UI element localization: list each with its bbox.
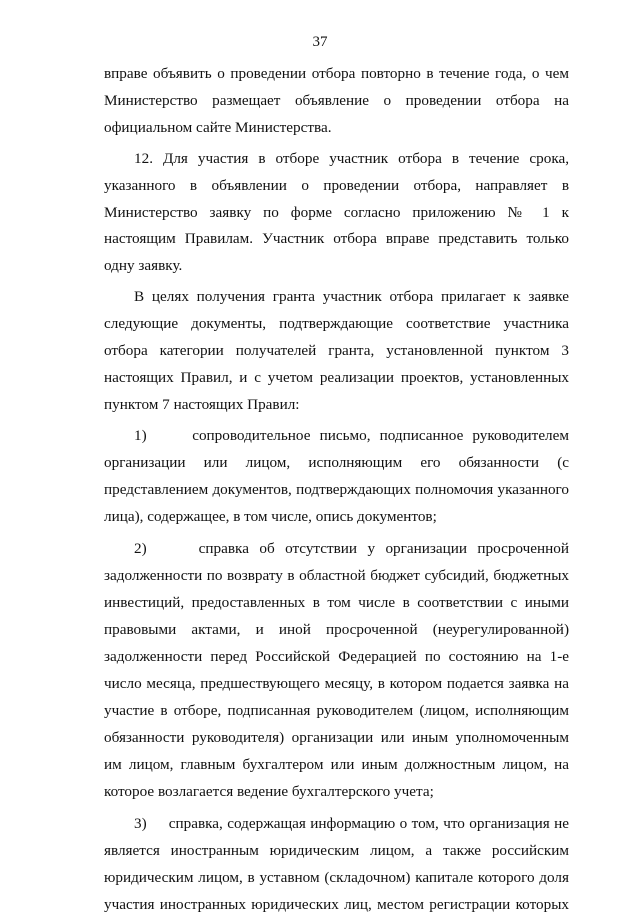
paragraph-item-12: 12. Для участия в отборе участник отбора в течение срока, указанного в объявлении о проведении отбора, направляет в Министерство заявку по форме согласно приложению № 1 к настоящим Правилам. Участник отбора вправе представить только одну заявку. (104, 149, 569, 275)
document-body (104, 61, 569, 919)
list-item-2: 2) справка об отсутствии у организации просроченной задолженности по возврату в областной бюджет субсидий, бюджетных инвестиций, предоставленных в том числе в соответствии с иными правовыми актами, и иной просроченной (неурегулированной) задолженности перед Российской Федерацией по состоянию на 1-е число месяца, предшествующего месяцу, в котором подается заявка на участие в отборе, подписанная руководителем (лицом, исполняющим обязанности руководителя) организации или иным уполномоченным им лицом, главным бухгалтером или иным должностным лицом, на которое возлагается ведение бухгалтерского учета; (104, 540, 569, 800)
list-item-3: 3) справка, содержащая информацию о том, что организация не является иностранным юридическим лицом, а также российским юридическим лицом, в уставном (складочном) капитале которого доля участия иностранных юридических лиц, местом регистрации которых (104, 815, 569, 914)
paragraph-required-documents: В целях получения гранта участник отбора прилагает к заявке следующие документы, подтверждающие соответствие участника отбора категории получателей гранта, установленной пунктом 3 настоящих Правил, и с учетом реализации проектов, установленных пунктом 7 настоящих Правил: (104, 288, 569, 413)
paragraph-continuation: вправе объявить о проведении отбора повторно в течение года, о чем Министерство размещает объявление о проведении отбора на официальном сайте Министерства. (104, 65, 569, 136)
page-number: 37 (312, 34, 328, 50)
list-item-1: 1) сопроводительное письмо, подписанное руководителем организации или лицом, исполняющим его обязанности (с представлением документов, подтверждающих полномочия указанного лица), содержащее, в том числе, опись документов; (104, 426, 569, 525)
